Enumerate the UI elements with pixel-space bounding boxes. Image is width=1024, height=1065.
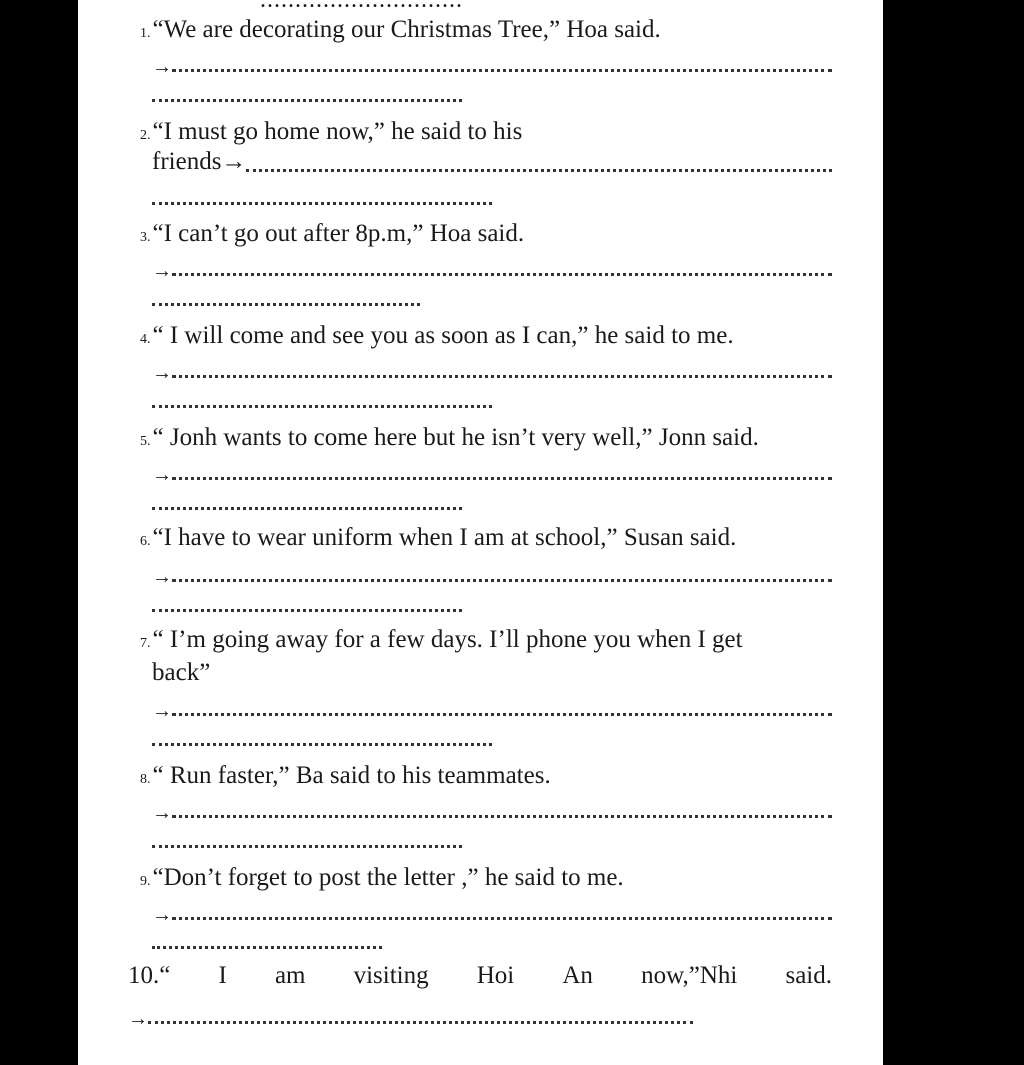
answer-line-continued[interactable] (152, 741, 492, 746)
question-text: 4.“ I will come and see you as soon as I can,” he said to me. (140, 322, 734, 349)
arrow-icon: → (152, 904, 172, 926)
answer-line[interactable] (152, 254, 832, 282)
answer-line-10[interactable] (128, 1002, 693, 1030)
question-text: 2.“I must go home now,” he said to his (140, 118, 523, 145)
question-text: 6.“I have to wear uniform when I am at school,” Susan said. (140, 524, 737, 551)
arrow-icon: → (152, 260, 172, 282)
question-10: 10.“ I am visiting Hoi An now,”Nhi said. (128, 962, 832, 989)
question-text: 8.“ Run faster,” Ba said to his teammates. (140, 762, 551, 789)
worksheet-page (78, 0, 883, 1065)
question-text: 3.“I can’t go out after 8p.m,” Hoa said. (140, 220, 525, 247)
arrow-icon: → (152, 802, 172, 824)
answer-line[interactable] (152, 694, 832, 722)
answer-line-continued[interactable] (152, 200, 492, 205)
answer-line-continued[interactable] (152, 97, 462, 102)
arrow-icon: → (152, 56, 172, 78)
answer-line-continued[interactable] (152, 607, 462, 612)
question-text: 7.“ I’m going away for a few days. I’ll phone you when I get (140, 626, 743, 653)
answer-line[interactable] (152, 458, 832, 486)
arrow-icon: → (128, 1008, 148, 1030)
answer-line[interactable] (152, 560, 832, 588)
answer-line-continued[interactable] (152, 301, 420, 306)
answer-line-continued[interactable] (152, 944, 382, 949)
arrow-icon: → (152, 362, 172, 384)
answer-line-continued[interactable] (152, 505, 462, 510)
arrow-icon: → (152, 464, 172, 486)
top-dotted-line: ............................. (260, 0, 463, 13)
arrow-icon: → (152, 566, 172, 588)
answer-line[interactable] (152, 796, 832, 824)
question-text: 5.“ Jonh wants to come here but he isn’t very well,” Jonn said. (140, 424, 759, 451)
answer-line[interactable] (152, 898, 832, 926)
question-text: 9.“Don’t forget to post the letter ,” he said to me. (140, 864, 624, 891)
answer-line[interactable]: friends→ (152, 150, 832, 178)
question-text: 1.“We are decorating our Christmas Tree,” Hoa said. (140, 16, 661, 43)
answer-line-continued[interactable] (152, 403, 492, 408)
question-text-continued: back” (152, 659, 211, 686)
arrow-icon: → (152, 700, 172, 722)
answer-line[interactable] (152, 50, 832, 78)
answer-line-continued[interactable] (152, 843, 462, 848)
answer-line[interactable] (152, 356, 832, 384)
